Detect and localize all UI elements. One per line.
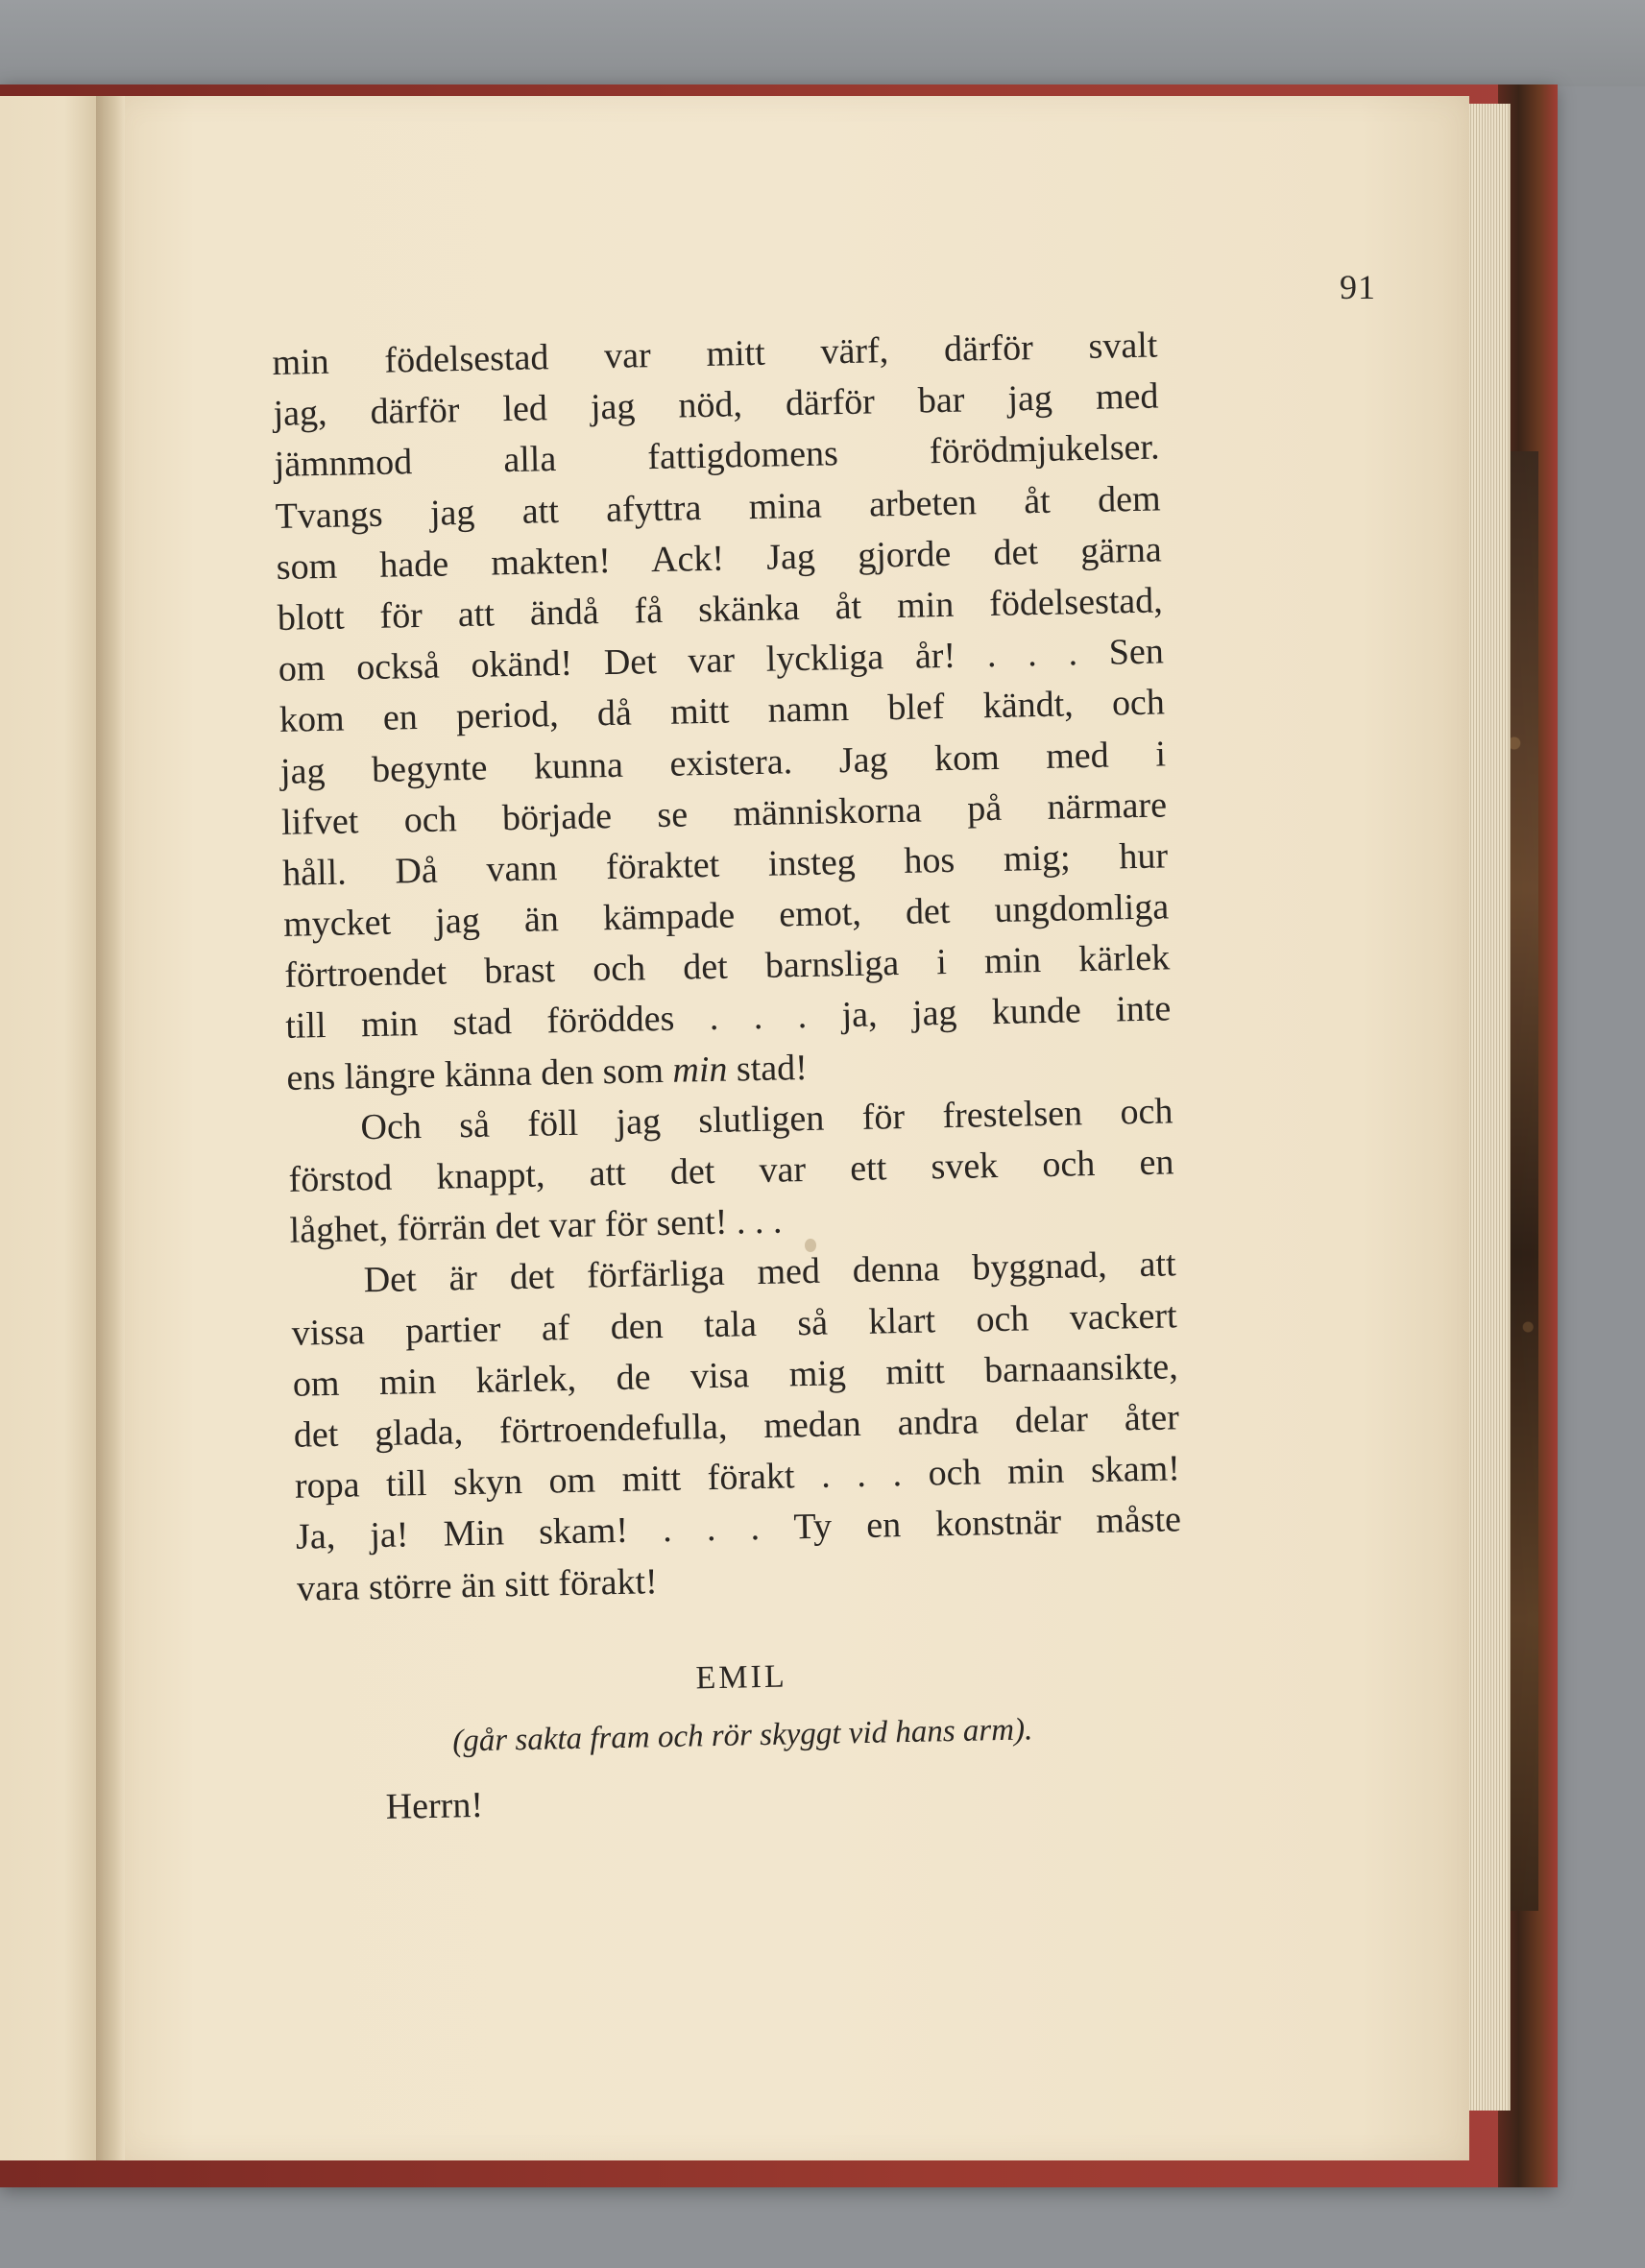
text-fragment: ens längre känna den som	[286, 1050, 665, 1098]
text-line: min födelsestad var mitt värf, därför svalt	[272, 325, 1158, 383]
background	[0, 0, 1645, 86]
text-line: om min kärlek, de visa mig mitt barnaansikte,	[292, 1346, 1179, 1405]
text-line: håll. Då vann föraktet insteg hos mig; hur	[281, 835, 1169, 894]
text-line: kom en period, då mitt namn blef kändt, och	[278, 682, 1166, 741]
text-line: vara större än sitt förakt!	[296, 1560, 659, 1609]
reply-line: Herrn!	[385, 1784, 484, 1827]
text-line: jag, därför led jag nöd, därför bar jag med	[273, 375, 1159, 435]
text-line: Och så föll jag slutligen för frestelsen och	[360, 1091, 1173, 1148]
text-line: förstod knappt, att det var ett svek och en	[288, 1142, 1174, 1200]
page-number: 91	[1340, 268, 1376, 306]
text-line: blott för att ändå få skänka åt min födelsestad,	[277, 580, 1164, 639]
text-line: som hade makten! Ack! Jag gjorde det gärna	[276, 529, 1163, 588]
text-line: Det är det förfärliga med denna byggnad, att	[363, 1243, 1176, 1301]
text-line: till min stad föröddes . . . ja, jag kunde inte	[284, 988, 1172, 1048]
page-text	[272, 320, 1187, 1834]
text-line: vissa partier af den tala så klart och vackert	[291, 1294, 1178, 1354]
text-line: om också okänd! Det var lyckliga år! . . . Sen	[278, 631, 1165, 690]
text-line: låghet, förrän det var för sent! . . .	[289, 1200, 783, 1251]
gutter	[96, 96, 125, 2160]
text-line: lifvet och började se människorna på närmare	[280, 784, 1168, 843]
text-line: mycket jag än kämpade emot, det ungdomliga	[282, 886, 1170, 945]
text-line: jag begynte kunna existera. Jag kom med i	[279, 733, 1167, 792]
text-fragment: stad!	[736, 1047, 809, 1090]
text-line: Ja, ja! Min skam! . . . Ty en konstnär måste	[295, 1499, 1182, 1558]
stage-direction: (går sakta fram och rör skyggt vid hans arm).	[451, 1712, 1033, 1759]
text-line: ropa till skyn om mitt förakt . . . och min skam!	[294, 1448, 1181, 1507]
text-line: det glada, förtroendefulla, medan andra delar åter	[293, 1397, 1180, 1456]
text-line: jämnmod alla fattigdomens förödmjukelser.	[274, 426, 1160, 486]
speaker-name: EMIL	[695, 1658, 787, 1697]
text-line: Tvangs jag att afyttra mina arbeten åt dem	[275, 478, 1161, 537]
paper-stain	[805, 1239, 816, 1252]
left-page	[0, 96, 108, 2160]
text-line: förtroendet brast och det barnsliga i min kärlek	[283, 937, 1171, 997]
emphasized-word: min	[672, 1049, 728, 1091]
